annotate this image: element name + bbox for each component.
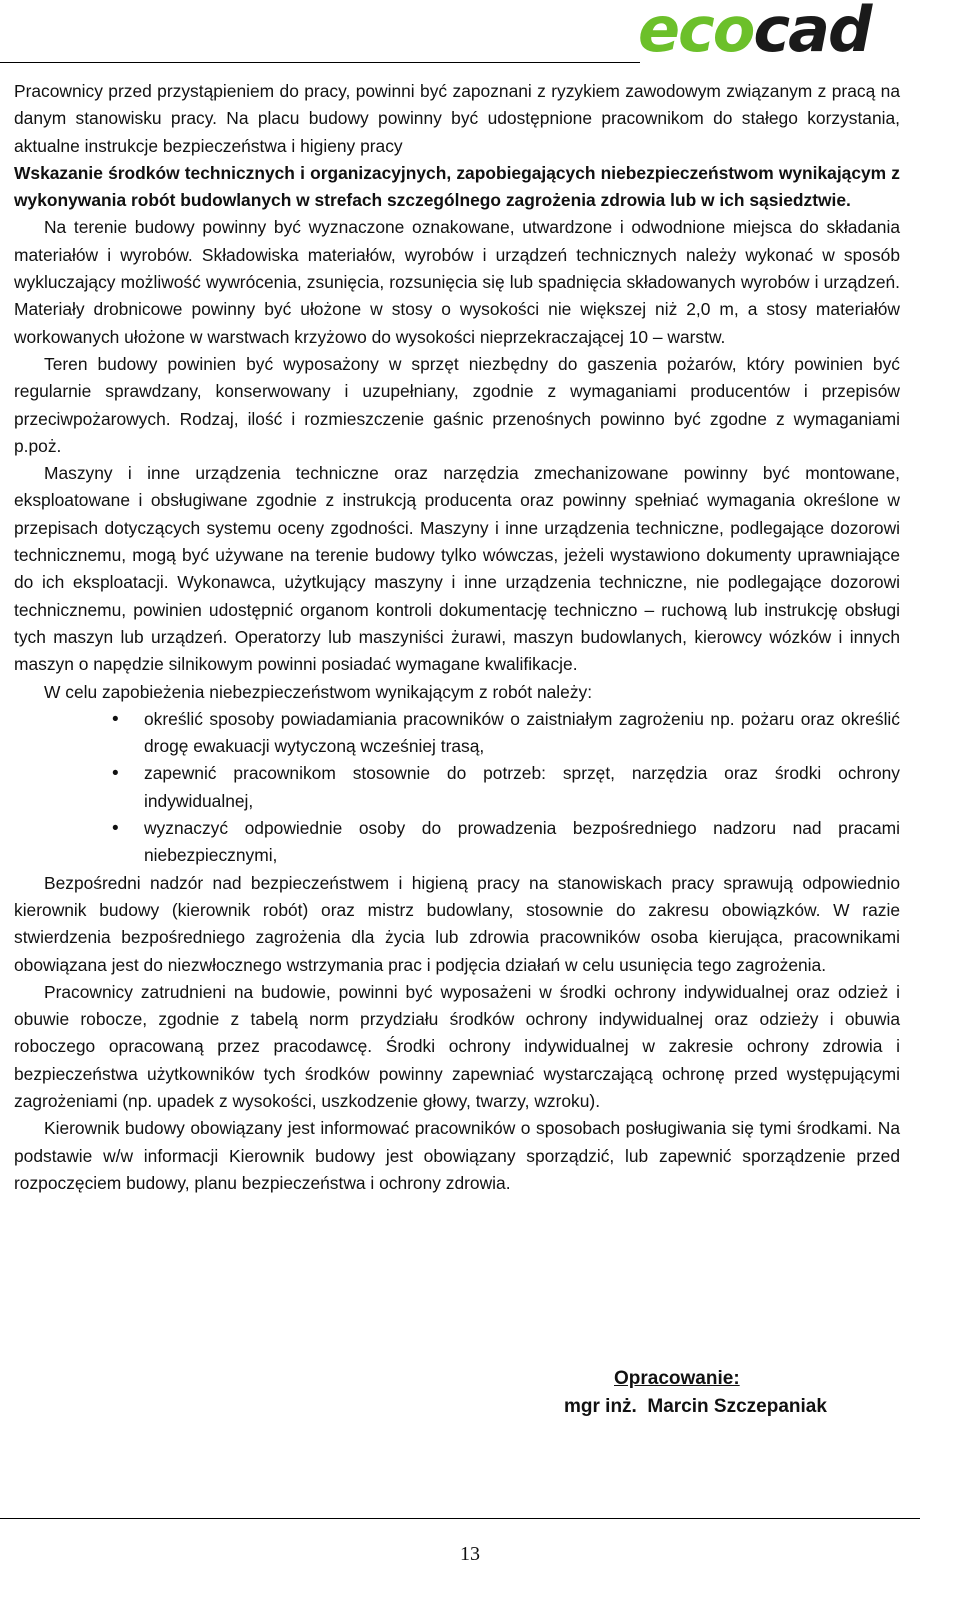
paragraph-fire-equipment: Teren budowy powinien być wyposażony w sprzęt niezbędny do gaszenia pożarów, który powinien być regularnie sprawdzany, konserwowany i uzupełniany, zgodnie z wymaganiami producentów i przepisów przeciwpożarowych. Rodzaj, ilość i rozmieszczenie gaśnic przenośnych powinno być zgodne z wymaganiami p.poż. xyxy=(14,353,900,456)
logo-text xyxy=(638,0,871,66)
paragraph-risk-awareness: Pracownicy przed przystąpieniem do pracy, powinni być zapoznani z ryzykiem zawodowym związanym z pracą na danym stanowisku pracy. Na placu budowy powinny być udostępnione pracownikom do stałego korzystania, aktualne instrukcje bezpieczeństwa i higieny pracy xyxy=(14,81,900,156)
paragraph-storage: Na terenie budowy powinny być wyznaczone oznakowane, utwardzone i odwodnione miejsca do składania materiałów i wyrobów. Składowiska materiałów, wyrobów i urządzeń technicznych należy wykonać w sposób wykluczający możliwość wywrócenia, zsunięcia, rozsunięcia się lub spadnięcia składowanych wyrobów i urządzeń. Materiały drobnicowe powinny być ułożone w stosy o wysokości nie większej niż 2,0 m, a stosy materiałów workowanych ułożone w warstwach krzyżowo do wysokości nieprzekraczającej 10 – warstw. xyxy=(14,217,900,347)
page-number: 13 xyxy=(460,1543,480,1565)
bullet-icon: • xyxy=(112,708,119,730)
paragraph-prevention-intro: W celu zapobieżenia niebezpieczeństwom wynikającym z robót należy: xyxy=(44,681,593,702)
ecocad-logo xyxy=(638,2,930,64)
section-heading: Wskazanie środków technicznych i organizacyjnych, zapobiegających niebezpieczeństwom wynikającym z wykonywania robót budowlanych w strefach szczególnego zagrożenia zdrowia lub w ich sąsiedztwie. xyxy=(14,162,900,211)
paragraph-supervision: Bezpośredni nadzór nad bezpieczeństwem i higieną pracy na stanowiskach pracy sprawują odpowiednio kierownik budowy (kierownik robót) oraz mistrz budowlany, stosownie do zakresu obowiązków. W razie stwierdzenia bezpośredniego zagrożenia dla życia lub zdrowia pracowników osoba kierująca, pracownikami obowiązana jest do niezwłocznego wstrzymania prac i podjęcia działań w celu usunięcia tego zagrożenia. xyxy=(14,872,900,975)
footer-divider xyxy=(0,1518,920,1519)
list-item xyxy=(14,815,900,870)
prevention-list xyxy=(14,706,900,870)
logo-cad: cad xyxy=(753,0,871,66)
document-body xyxy=(14,78,900,1197)
signature-title: Opracowanie: xyxy=(614,1368,740,1389)
list-item xyxy=(14,760,900,815)
list-item-text: wyznaczyć odpowiednie osoby do prowadzenia bezpośredniego nadzoru nad pracami niebezpiecznymi, xyxy=(144,818,900,866)
logo-eco: eco xyxy=(638,0,754,66)
paragraph-machinery: Maszyny i inne urządzenia techniczne oraz narzędzia zmechanizowane powinny być montowane, eksploatowane i obsługiwane zgodnie z instrukcją producenta oraz powinny spełniać wymagania określone w przepisach dotyczących systemu oceny zgodności. Maszyny i inne urządzenia techniczne, podlegające dozorowi technicznemu, mogą być używane na terenie budowy tylko wówczas, jeżeli wystawiono dokumenty uprawniające do ich eksploatacji. Wykonawca, użytkujący maszyny i inne urządzenia techniczne, nie podlegające dozorowi technicznemu, powinien udostępnić organom kontroli dokumentację techniczno – ruchową lub instrukcję obsługi tych maszyn lub urządzeń. Operatorzy lub maszyniści żurawi, maszyn budowlanych, kierowcy wózków i innych maszyn o napędzie silnikowym powinni posiadać wymagane kwalifikacje. xyxy=(14,463,900,675)
signature-name: mgr inż. Marcin Szczepaniak xyxy=(564,1396,827,1417)
bullet-icon: • xyxy=(112,763,119,785)
bullet-icon: • xyxy=(112,818,119,840)
list-item xyxy=(14,706,900,761)
paragraph-site-manager: Kierownik budowy obowiązany jest informować pracowników o sposobach posługiwania się tymi środkami. Na podstawie w/w informacji Kierownik budowy jest obowiązany sporządzić, lub zapewnić sporządzenie przed rozpoczęciem budowy, planu bezpieczeństwa i ochrony zdrowia. xyxy=(14,1118,900,1193)
list-item-text: zapewnić pracownikom stosownie do potrzeb: sprzęt, narzędzia oraz środki ochrony indywidualnej, xyxy=(144,763,900,811)
header-divider xyxy=(0,62,640,63)
list-item-text: określić sposoby powiadamiania pracowników o zaistniałym zagrożeniu np. pożaru oraz określić drogę ewakuacji wytyczoną wcześniej trasą, xyxy=(144,708,900,757)
paragraph-protective-equipment: Pracownicy zatrudnieni na budowie, powinni być wyposażeni w środki ochrony indywidualnej oraz odzież i obuwie robocze, zgodnie z tabelą norm przydziału środków ochrony indywidualnej oraz odzieży i obuwia roboczego opracowaną przez pracodawcę. Środki ochrony indywidualnej w zakresie ochrony zdrowia i bezpieczeństwa użytkowników tych środków powinny zapewniać wystarczającą ochronę przed występującymi zagrożeniami (np. upadek z wysokości, uszkodzenie głowy, twarzy, wzroku). xyxy=(14,981,900,1111)
